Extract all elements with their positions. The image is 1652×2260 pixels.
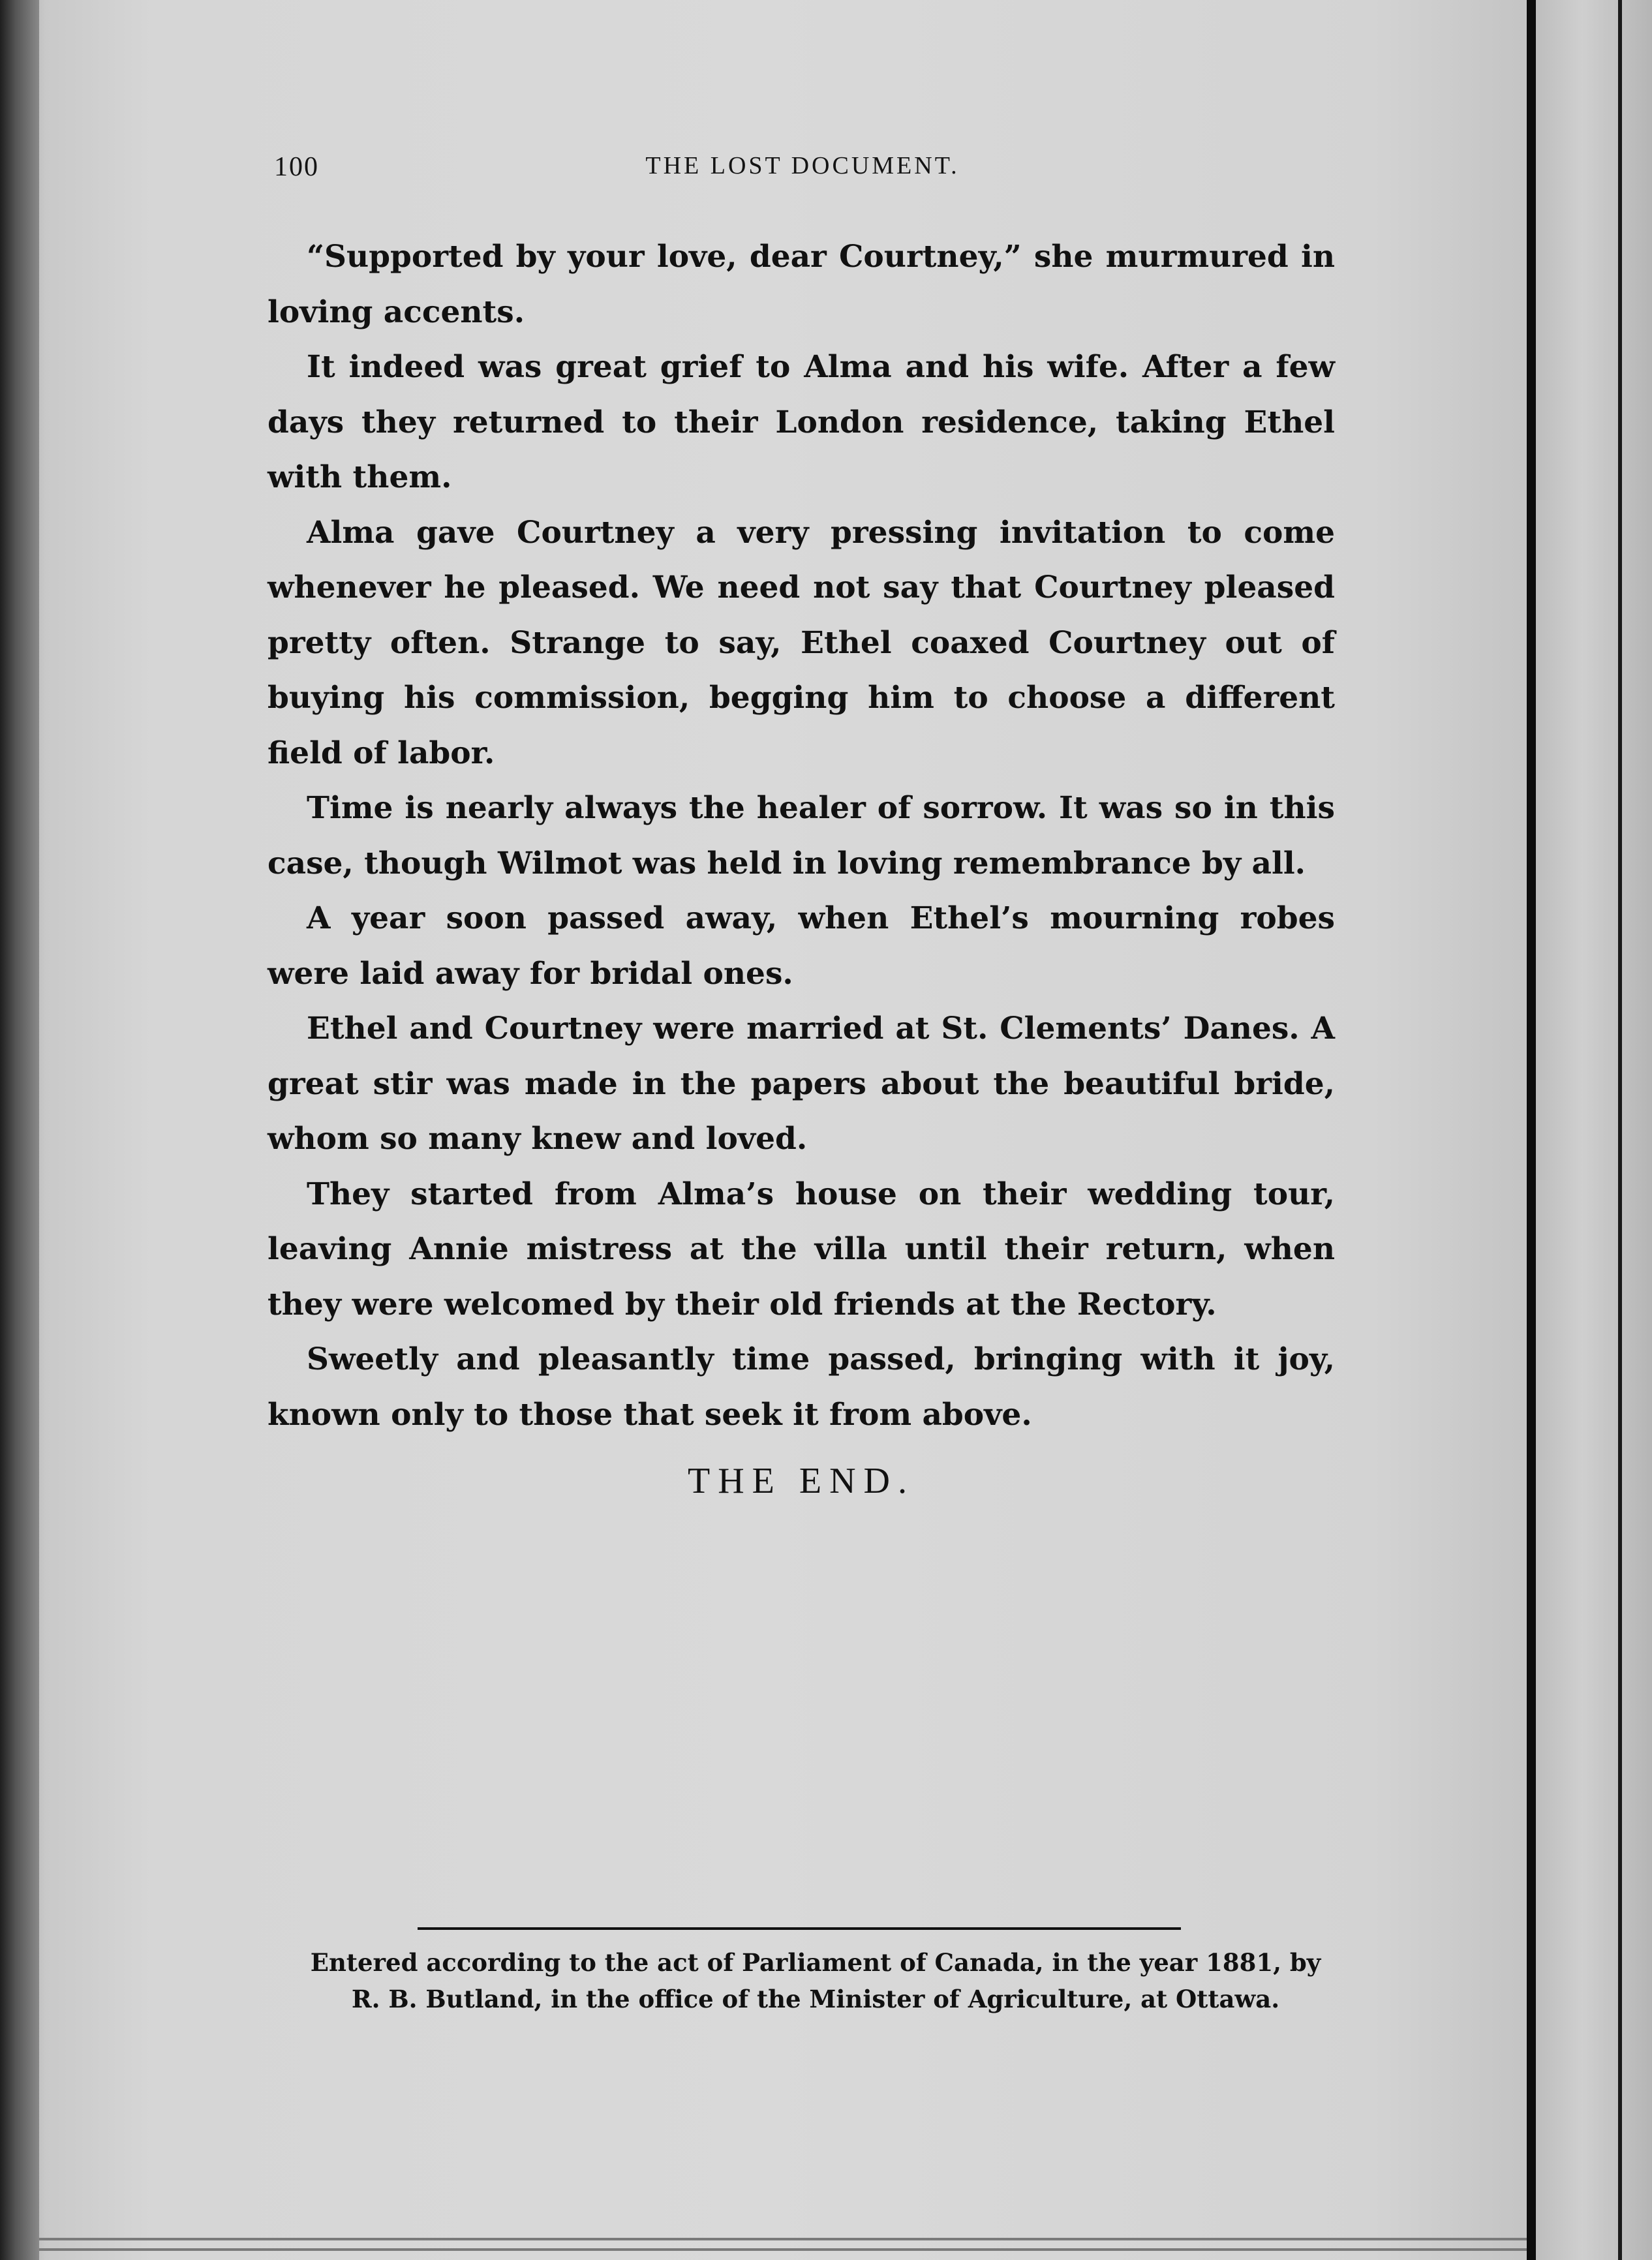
paragraph: “Supported by your love, dear Courtney,” she murmured in loving accents. bbox=[268, 239, 1335, 330]
body-text bbox=[268, 230, 1335, 1443]
copyright-line-2: R. B. Butland, in the office of the Minister of Agriculture, at Ottawa. bbox=[351, 1985, 1280, 2013]
copyright-notice bbox=[287, 1944, 1344, 2017]
paragraph: Alma gave Courtney a very pressing invitation to come whenever he pleased. We need not say that Courtney pleased pretty often. Strange to say, Ethel coaxed Courtney out of buying his commission, begging him to choose a different field of labor. bbox=[268, 514, 1335, 771]
paragraph: They started from Alma’s house on their wedding tour, leaving Annie mistress at the villa until their return, when they were welcomed by their old friends at the Rectory. bbox=[268, 1176, 1335, 1322]
adjacent-page-rule bbox=[1618, 0, 1622, 2260]
page-header bbox=[268, 151, 1338, 191]
the-end-heading: THE END. bbox=[688, 1461, 915, 1501]
running-title: THE LOST DOCUMENT. bbox=[645, 152, 960, 179]
page-gutter bbox=[0, 0, 39, 2260]
footnote-rule bbox=[418, 1927, 1181, 1930]
page-leaf-edge bbox=[39, 2238, 1527, 2240]
paragraph: A year soon passed away, when Ethel’s mourning robes were laid away for bridal ones. bbox=[268, 900, 1335, 992]
book-binding bbox=[1527, 0, 1536, 2260]
paragraph: Sweetly and pleasantly time passed, bringing with it joy, known only to those that seek it from above. bbox=[268, 1341, 1335, 1433]
page-number: 100 bbox=[274, 152, 319, 182]
copyright-line-1: Entered according to the act of Parliament of Canada, in the year 1881, by bbox=[310, 1948, 1321, 1977]
paragraph: It indeed was great grief to Alma and his wife. After a few days they returned to their London residence, taking Ethel with them. bbox=[268, 349, 1335, 495]
paragraph: Ethel and Courtney were married at St. Clements’ Danes. A great stir was made in the papers about the beautiful bride, whom so many knew and loved. bbox=[268, 1011, 1335, 1157]
paragraph: Time is nearly always the healer of sorrow. It was so in this case, though Wilmot was held in loving remembrance by all. bbox=[268, 790, 1335, 881]
adjacent-page-edge bbox=[1536, 0, 1652, 2260]
page-leaf-edge bbox=[39, 2248, 1527, 2251]
